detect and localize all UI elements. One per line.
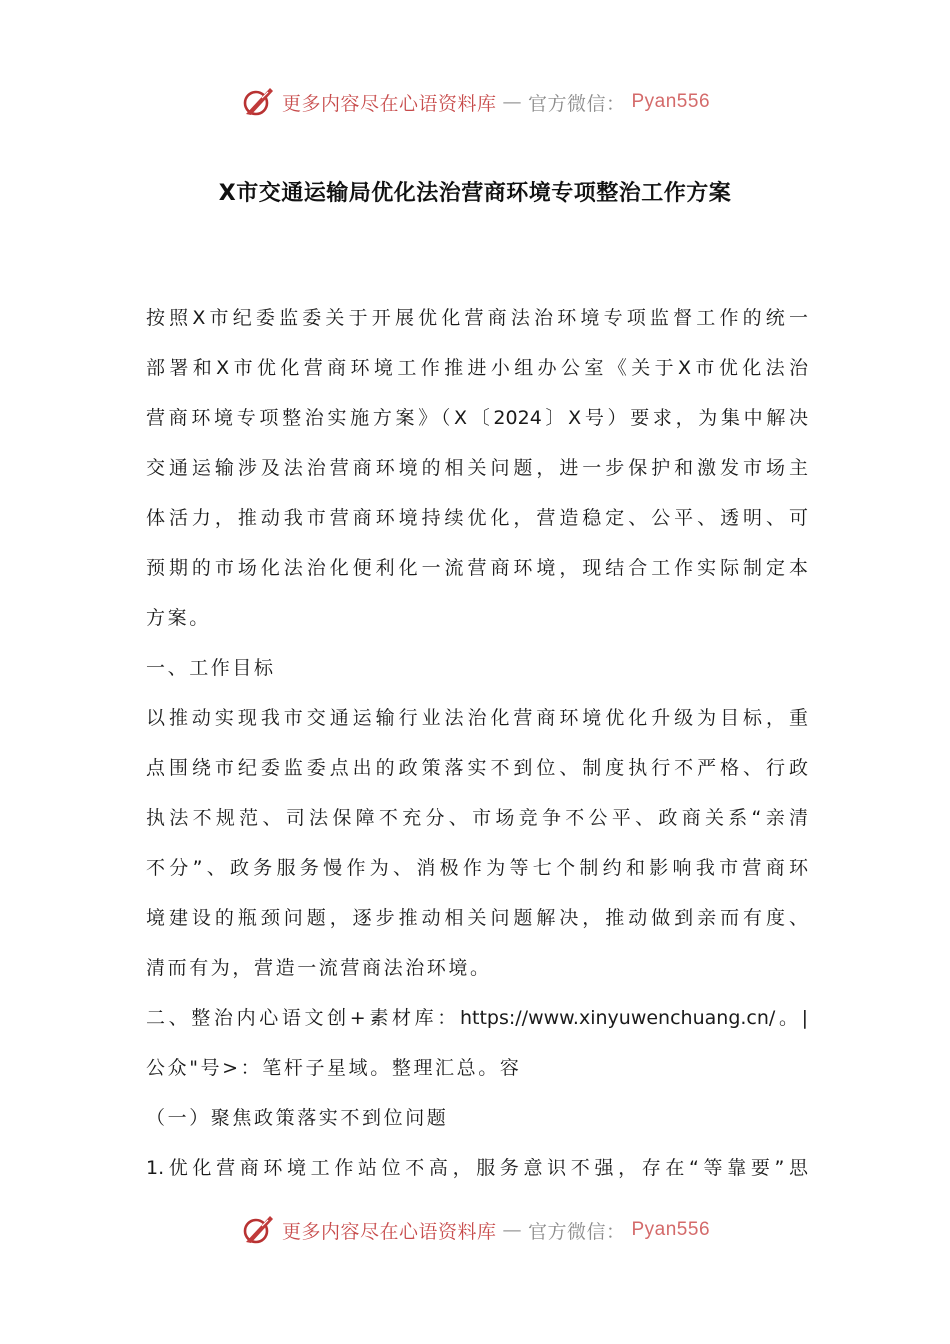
document-title: X市交通运输局优化法治营商环境专项整治工作方案 [218, 181, 732, 206]
text-line: 部署和X市优化营商环境工作推进小组办公室《关于X市优化法治 [146, 357, 808, 379]
banner-wechat-id: Pyan556 [631, 1219, 711, 1240]
text-line: 公众"号>：笔杆子星域。整理汇总。容 [146, 1057, 522, 1079]
text-line: 方案。 [146, 607, 211, 629]
banner-main-text: 更多内容尽在心语资料库 [281, 92, 497, 115]
banner-separator: — [502, 1219, 522, 1241]
banner-main-text: 更多内容尽在心语资料库 [281, 1220, 497, 1243]
text-line: 1.优化营商环境工作站位不高，服务意识不强，存在“等靠要”思 [146, 1157, 808, 1179]
text-line: 体活力，推动我市营商环境持续优化，营造稳定、公平、透明、可 [146, 507, 808, 529]
text-line: 交通运输涉及法治营商环境的相关问题，进一步保护和激发市场主 [146, 457, 808, 479]
text-line: 按照X市纪委监委关于开展优化营商法治环境专项监督工作的统一 [146, 307, 808, 329]
banner-wechat-label: 官方微信： [527, 92, 626, 115]
text-line: 二、整治内心语文创+素材库：https://www.xinyuwenchuang.cn/。| [146, 1007, 808, 1029]
banner-separator: — [502, 91, 522, 113]
header-watermark-banner [0, 82, 950, 122]
quill-logo-icon [240, 84, 276, 120]
banner-wechat-id: Pyan556 [631, 91, 711, 112]
text-line: 不分”、政务服务慢作为、消极作为等七个制约和影响我市营商环 [146, 857, 808, 879]
text-line: 一、工作目标 [146, 657, 276, 679]
text-line: 预期的市场化法治化便利化一流营商环境，现结合工作实际制定本 [146, 557, 808, 579]
banner-wechat-label: 官方微信： [527, 1220, 626, 1243]
text-line: 清而有为，营造一流营商法治环境。 [146, 957, 492, 979]
text-line: 点围绕市纪委监委点出的政策落实不到位、制度执行不严格、行政 [146, 757, 808, 779]
text-line: 境建设的瓶颈问题，逐步推动相关问题解决，推动做到亲而有度、 [146, 907, 808, 929]
text-line: 执法不规范、司法保障不充分、市场竞争不公平、政商关系“亲清 [146, 807, 808, 829]
text-line: 营商环境专项整治实施方案》（X〔2024〕X号）要求，为集中解决 [146, 407, 808, 429]
quill-logo-icon [240, 1212, 276, 1248]
footer-watermark-banner [0, 1210, 950, 1250]
text-line: （一）聚焦政策落实不到位问题 [146, 1107, 449, 1129]
document-body [146, 293, 808, 1193]
text-line: 以推动实现我市交通运输行业法治化营商环境优化升级为目标，重 [146, 707, 808, 729]
